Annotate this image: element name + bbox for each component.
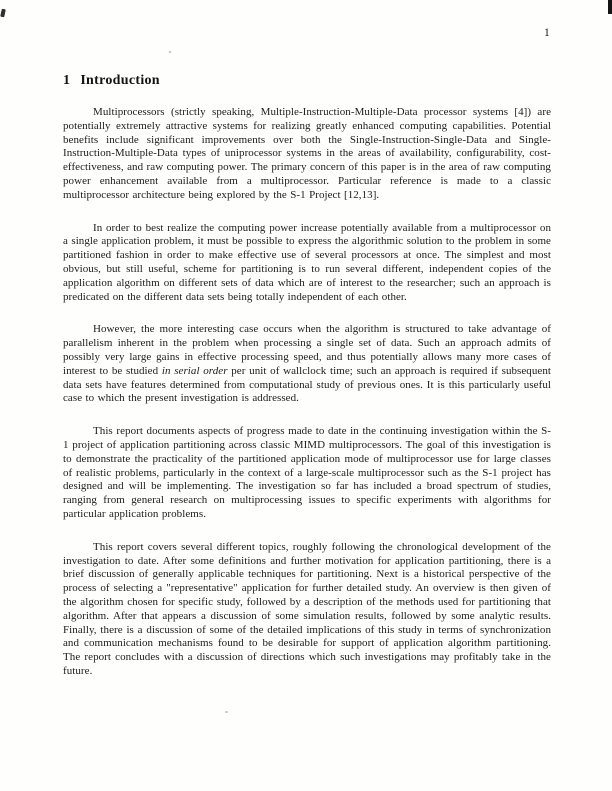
scan-speck [169, 51, 171, 53]
paragraph-text: This report covers several different topics, roughly following the chronological development of the investigation to date. After some definitions and further motivation for application partitioning, there is a brief discussion of generally applicable techniques for partitioning. Next is a historical perspective of the process of selecting a "representative" application for further detailed study. An overview is then given of the algorithm chosen for specific study, followed by a description of the methods used for partitioning that algorithm. After that appears a discussion of some simulation results, followed by some analytic results. Finally, there is a discussion of some of the detailed implications of this study in terms of synchronization and communication mechanisms found to be desirable for support of application algorithm partitioning. The report concludes with a discussion of directions which such investigations may profitably take in the future. [63, 540, 551, 677]
page-content [63, 73, 551, 698]
paragraph-text: This report documents aspects of progress made to date in the continuing investigation within the S-1 project of application partitioning across classic MIMD multiprocessors. The goal of this investigation is to demonstrate the practicality of the partitioned application mode of multiprocessor use for large classes of realistic problems, particularly in the context of a large-scale multiprocessor such as the S-1 project has designed and will be implementing. The investigation so far has included a broad spectrum of studies, ranging from general research on multiprocessing issues to specific experiments with algorithms for particular application problems. [63, 425, 551, 520]
section-title: Introduction [80, 73, 160, 88]
paragraph-text: However, the more interesting case occurs when the algorithm is structured to take advantage of parallelism inherent in the problem when processing a single set of data. Such an approach admits of possibly very large gains in effective processing speed, and thus potentially allows many more cases of interest to be studied [63, 323, 551, 377]
paragraph-1 [63, 106, 551, 203]
scan-artifact-bar [608, 0, 612, 14]
section-number: 1 [63, 73, 71, 88]
paragraph-text: per unit of wallclock time; such an approach is required if subsequent data sets have features determined from computational study of previous ones. It is this particularly useful case to which the present investigation is addressed. [63, 364, 551, 405]
paragraph-text: In order to best realize the computing power increase potentially available from a multiprocessor on a single application problem, it must be possible to express the algorithmic solution to the problem in some partitioned fashion in order to make effective use of several processors at once. The simplest and most obvious, but still useful, scheme for partitioning is to run several different, independent copies of the application algorithm on different sets of data which are of interest to the researcher; such an approach is predicated on the different data sets being totally independent of each other. [63, 221, 551, 303]
section-heading [63, 73, 551, 89]
page-number: 1 [544, 27, 550, 39]
paragraph-text-italic: in serial order [161, 364, 228, 377]
paragraph-4 [63, 425, 551, 522]
paragraph-2 [63, 222, 551, 305]
paragraph-5 [63, 541, 551, 679]
paragraph-text: Multiprocessors (strictly speaking, Multiple-Instruction-Multiple-Data processor systems [4]) are potentially extremely attractive systems for realizing greatly enhanced computing capabilities. Potential benefits include significant improvements over both the Single-Instruction-Single-Data and Single-Instruction-Multiple-Data types of uniprocessor systems in the areas of availability, configurability, cost-effectiveness, and raw computing power. The primary concern of this paper is in the area of raw computing power enhancement available from a multiprocessor. Particular reference is made to a classic multiprocessor architecture being explored by the S-1 Project [12,13]. [63, 106, 551, 201]
paragraph-3 [63, 323, 551, 406]
scan-speck [225, 711, 228, 713]
scan-artifact-mark [0, 9, 6, 18]
